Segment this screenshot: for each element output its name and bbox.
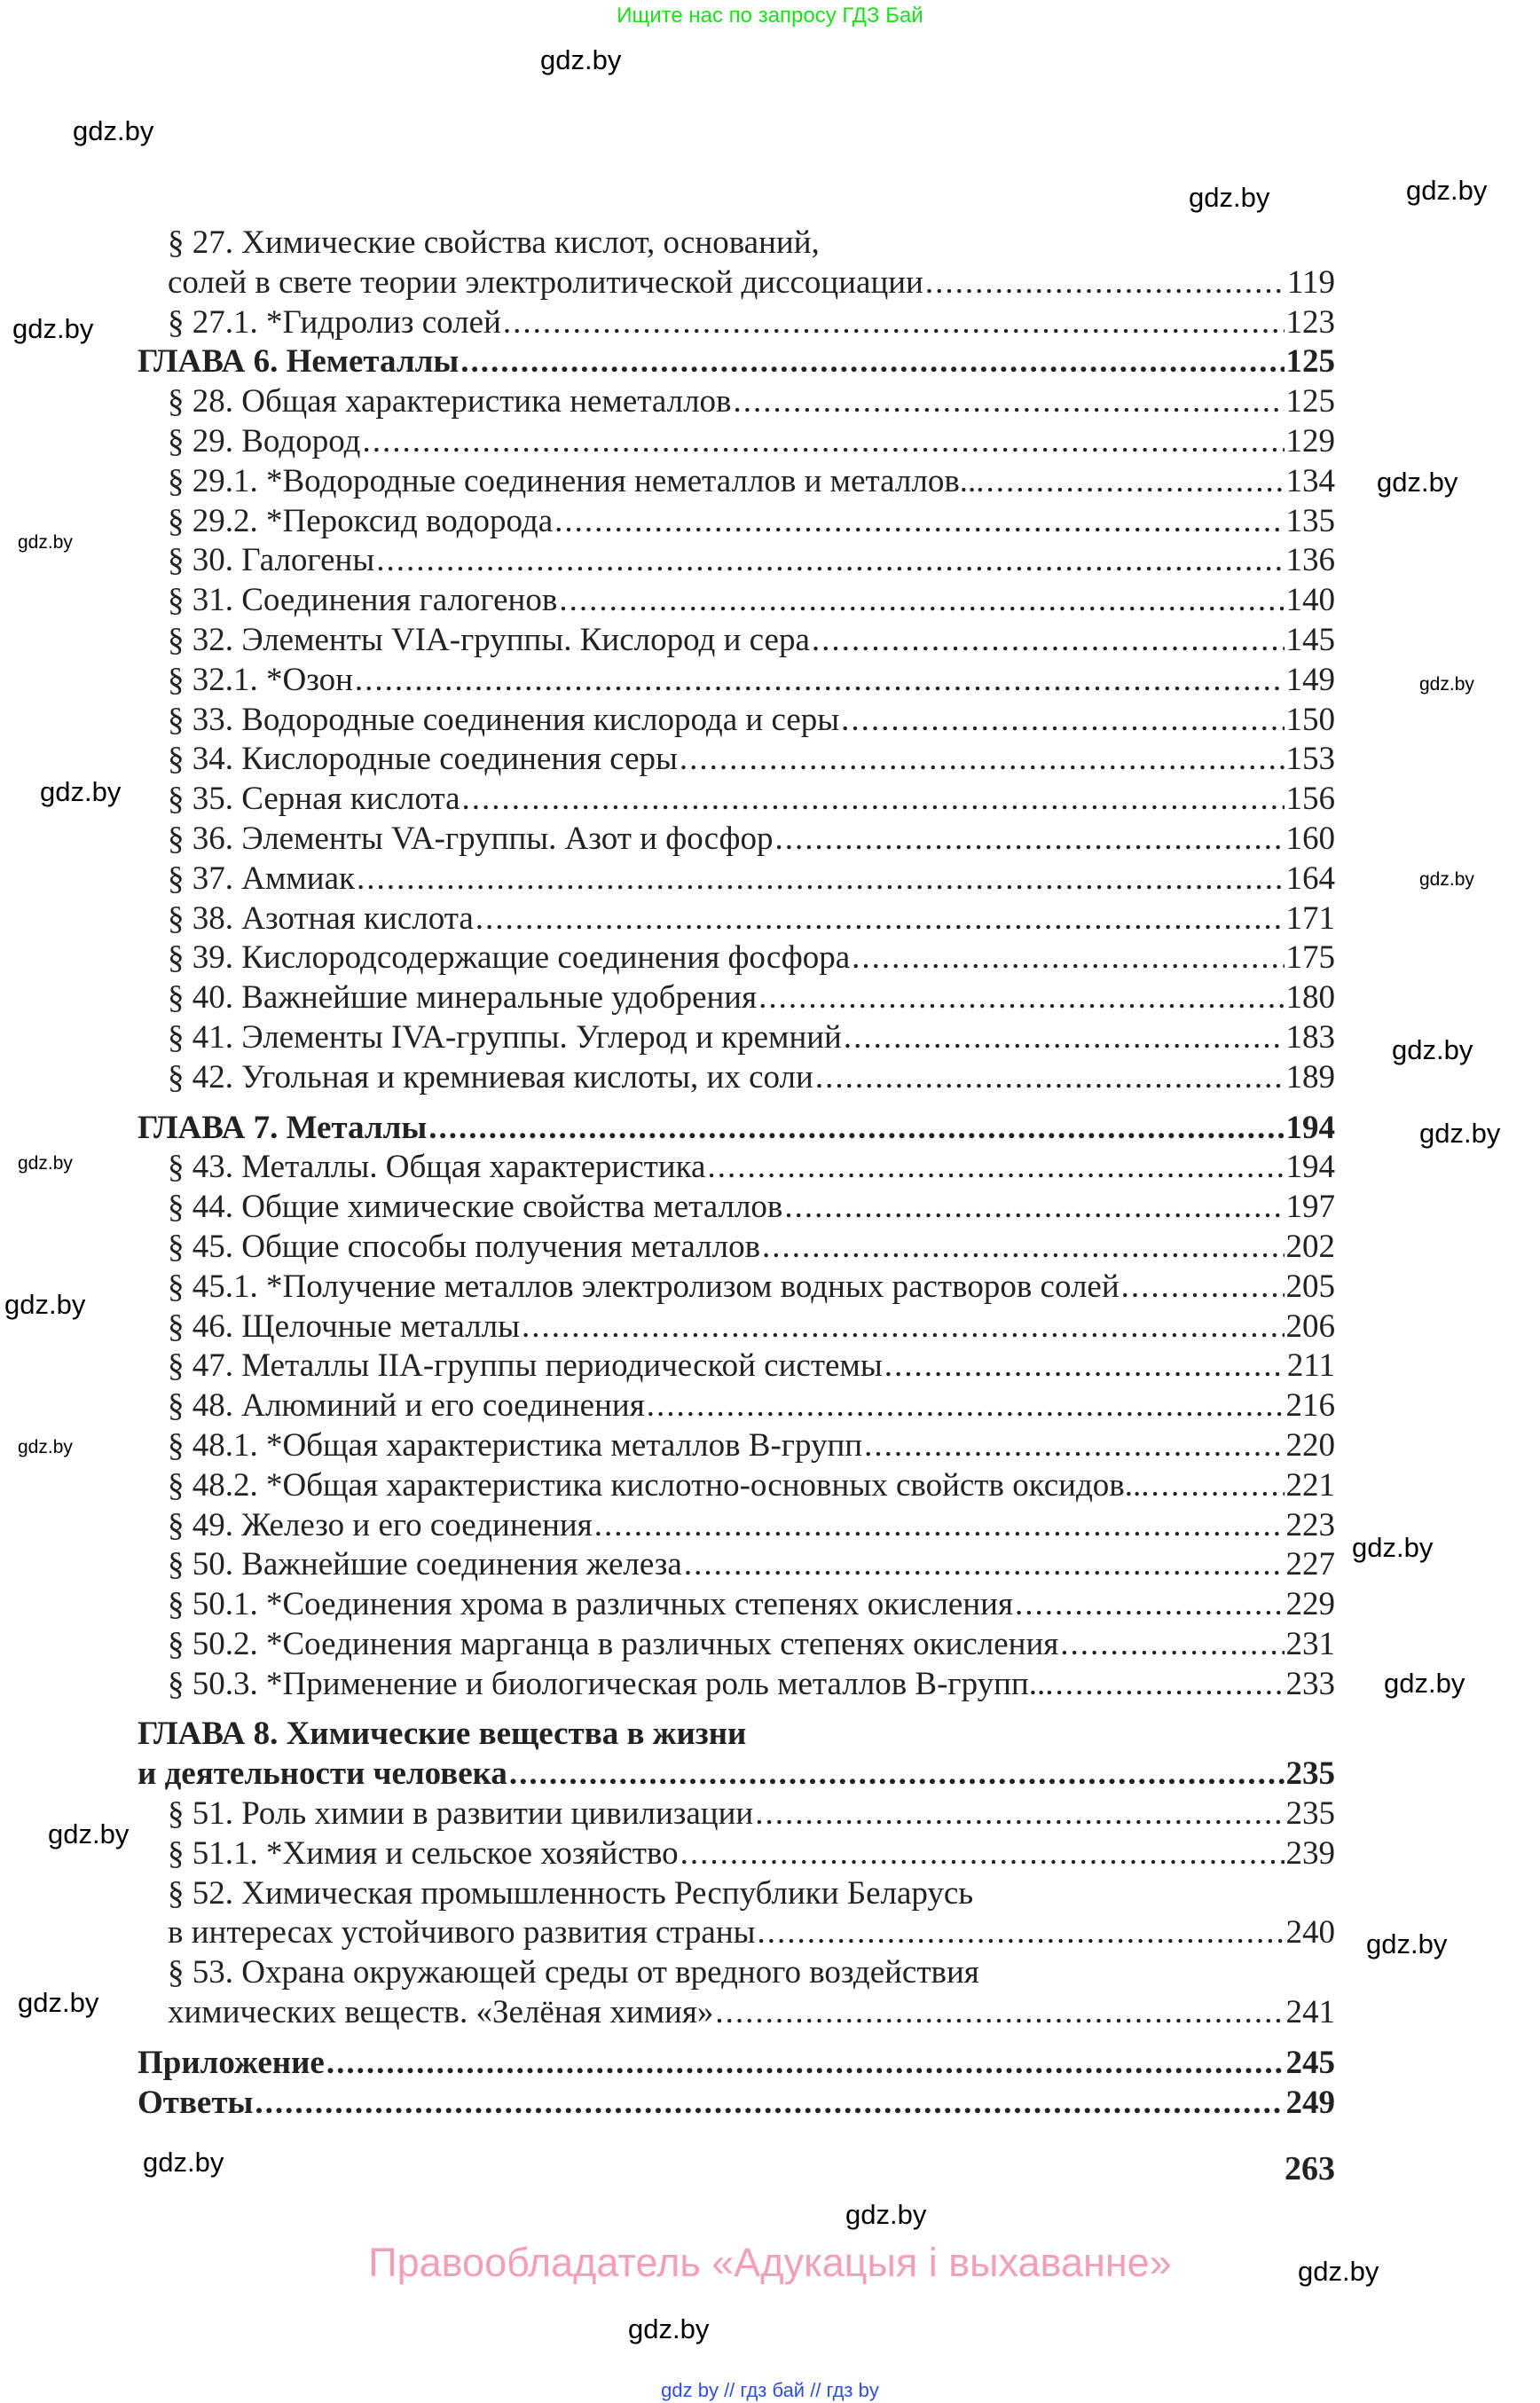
toc-entry-title: § 50.3. *Применение и биологическая роль металлов B-групп... — [168, 1665, 1054, 1702]
dot-leader — [755, 1794, 1284, 1834]
toc-entry-page: 136 — [1285, 542, 1335, 579]
toc-entry-title: § 39. Кислородсодержащие соединения фосфора — [168, 939, 851, 977]
toc-entry — [0, 422, 1335, 462]
toc-entry-page: 150 — [1285, 701, 1335, 738]
toc-entry-page: 241 — [1285, 1994, 1335, 2031]
toc-entry-page: 197 — [1285, 1189, 1335, 1226]
toc-entry-title: § 49. Железо и его соединения — [168, 1506, 593, 1543]
toc-entry-title: § 41. Элементы IVA-группы. Углерод и кремний — [168, 1018, 842, 1056]
toc-entry-title: § 47. Металлы IIA-группы периодической системы — [168, 1347, 883, 1385]
toc-entry — [0, 621, 1335, 661]
toc-entry-title: § 42. Угольная и кремниевая кислоты, их соли — [168, 1058, 813, 1095]
dot-leader — [522, 1308, 1285, 1347]
toc-entry-page: 156 — [1285, 781, 1335, 818]
toc-entry — [0, 740, 1335, 780]
toc-entry-page: 194 — [1285, 1109, 1335, 1146]
page-number: 263 — [1285, 2150, 1335, 2187]
toc-entry-page: 229 — [1285, 1586, 1335, 1623]
toc-entry-title: § 34. Кислородные соединения серы — [168, 741, 678, 778]
toc-entry — [0, 1426, 1335, 1466]
toc-entry — [0, 978, 1335, 1018]
toc-entry — [0, 1665, 1335, 1705]
toc-entry-page: 235 — [1285, 1755, 1335, 1793]
toc-entry-page: 245 — [1285, 2044, 1335, 2081]
toc-entry-page: 145 — [1285, 621, 1335, 658]
dot-leader — [462, 780, 1285, 820]
watermark-text: gdz.by — [4, 1289, 86, 1320]
toc-entry-title: § 32.1. *Озон — [168, 661, 353, 698]
dot-leader — [255, 2084, 1284, 2124]
toc-entry-page: 171 — [1285, 899, 1335, 937]
watermark-text: gdz.by — [1392, 1034, 1473, 1065]
table-of-contents — [0, 224, 1540, 2123]
toc-entry — [0, 938, 1335, 978]
toc-entry-page: 216 — [1285, 1387, 1335, 1425]
toc-entry — [0, 1228, 1335, 1268]
dot-leader — [758, 1913, 1285, 1953]
toc-entry-page: 140 — [1285, 582, 1335, 619]
dot-leader — [1060, 1625, 1284, 1665]
toc-entry-title: § 29.2. *Пероксид водорода — [168, 502, 554, 539]
dot-leader — [357, 860, 1285, 899]
watermark-text: gdz.by — [73, 115, 154, 146]
toc-entry-page: 180 — [1285, 979, 1335, 1017]
toc-entry-title: ГЛАВА 7. Металлы — [138, 1109, 428, 1146]
toc-entry-title: § 51.1. *Химия и сельское хозяйство — [168, 1834, 679, 1872]
toc-entry — [0, 1308, 1335, 1347]
dot-leader — [680, 740, 1285, 780]
toc-entry — [0, 462, 1335, 502]
toc-entry-page: 235 — [1285, 1795, 1335, 1833]
dot-leader — [1055, 1665, 1284, 1705]
toc-entry-page: 183 — [1285, 1018, 1335, 1056]
toc-entry — [0, 1874, 1335, 1914]
dot-leader — [815, 1058, 1285, 1098]
toc-entry-title: § 27. Химические свойства кислот, оснований, — [168, 224, 820, 261]
dot-leader — [680, 1834, 1285, 1874]
toc-entry-title: § 46. Щелочные металлы — [168, 1308, 520, 1345]
dot-leader — [559, 581, 1284, 621]
watermark-text: gdz.by — [628, 2313, 710, 2344]
toc-entry — [0, 581, 1335, 621]
toc-entry — [0, 701, 1335, 741]
toc-entry-title: § 53. Охрана окружающей среды от вредного воздействия — [168, 1954, 979, 1991]
toc-entry-page: 194 — [1285, 1149, 1335, 1186]
toc-entry — [0, 1018, 1335, 1058]
toc-entry-title: § 50. Важнейшие соединения железа — [168, 1546, 682, 1583]
dot-leader — [1121, 1268, 1285, 1308]
toc-entry-title: § 50.2. *Соединения марганца в различных степенях окисления — [168, 1625, 1059, 1662]
dot-leader — [509, 1755, 1285, 1794]
toc-entry-title: § 29. Водород — [168, 422, 361, 459]
dot-leader — [841, 701, 1284, 741]
dot-leader — [1151, 1466, 1285, 1506]
toc-entry-page: 223 — [1285, 1506, 1335, 1543]
toc-entry — [0, 303, 1335, 343]
toc-entry-title: § 44. Общие химические свойства металлов — [168, 1189, 783, 1226]
toc-entry-title: § 28. Общая характеристика неметаллов — [168, 383, 732, 420]
watermark-text: gdz.by — [1377, 467, 1458, 498]
toc-entry-title: солей в свете теории электролитической диссоциации — [168, 263, 923, 301]
toc-chapter — [0, 1109, 1335, 1149]
watermark-text: gdz.by — [845, 2199, 927, 2230]
toc-entry — [0, 1794, 1335, 1834]
toc-entry-page: 202 — [1285, 1228, 1335, 1265]
toc-entry — [0, 1545, 1335, 1585]
toc-entry — [0, 860, 1335, 899]
toc-entry-page: 129 — [1285, 422, 1335, 459]
toc-entry-page: 134 — [1285, 462, 1335, 499]
toc-chapter — [0, 1755, 1335, 1794]
toc-chapter — [0, 1715, 1335, 1755]
watermark-text: gdz.by — [40, 776, 122, 807]
dot-leader — [864, 1426, 1284, 1466]
toc-entry-title: § 50.1. *Соединения хрома в различных степенях окисления — [168, 1586, 1013, 1623]
toc-entry-title: в интересах устойчивого развития страны — [168, 1914, 756, 1951]
toc-chapter — [0, 2044, 1335, 2084]
toc-entry — [0, 1625, 1335, 1665]
dot-leader — [844, 1018, 1285, 1058]
toc-entry-title: и деятельности человека — [138, 1755, 507, 1793]
toc-entry-page: 233 — [1285, 1665, 1335, 1702]
toc-entry — [0, 1834, 1335, 1874]
toc-entry — [0, 1913, 1335, 1953]
toc-entry-title: § 52. Химическая промышленность Республики Беларусь — [168, 1874, 974, 1912]
toc-entry-title: § 45. Общие способы получения металлов — [168, 1228, 761, 1265]
dot-leader — [684, 1545, 1285, 1585]
dot-leader — [554, 502, 1284, 542]
toc-entry-page: 227 — [1285, 1546, 1335, 1583]
dot-leader — [475, 899, 1285, 939]
toc-entry-title: § 31. Соединения галогенов — [168, 582, 558, 619]
watermark-text: gdz.by — [1189, 182, 1270, 213]
watermark-text: gdz.by — [1366, 1928, 1448, 1959]
dot-leader — [812, 621, 1285, 661]
toc-entry-page: 221 — [1285, 1466, 1335, 1504]
toc-entry — [0, 899, 1335, 939]
watermark-text: gdz.by — [1384, 1668, 1465, 1699]
toc-entry-page: 149 — [1285, 661, 1335, 698]
toc-chapter — [0, 342, 1335, 382]
toc-entry-title: § 30. Галогены — [168, 542, 375, 579]
toc-entry — [0, 1268, 1335, 1308]
toc-entry-title: § 27.1. *Гидролиз солей — [168, 303, 501, 341]
dot-leader — [707, 1148, 1284, 1188]
toc-entry-title: § 43. Металлы. Общая характеристика — [168, 1149, 706, 1186]
toc-entry-page: 135 — [1285, 502, 1335, 539]
watermark-text: gdz.by — [1419, 1118, 1501, 1149]
dot-leader — [774, 820, 1284, 860]
dot-leader — [762, 1228, 1284, 1268]
toc-chapter — [0, 2084, 1335, 2124]
toc-entry-title: § 33. Водородные соединения кислорода и серы — [168, 701, 840, 738]
watermark-text: gdz.by — [143, 2147, 224, 2178]
toc-entry-page: 160 — [1285, 820, 1335, 857]
toc-entry — [0, 780, 1335, 820]
toc-entry — [0, 1993, 1335, 2033]
toc-entry-title: Приложение — [138, 2044, 325, 2081]
toc-entry-title: химических веществ. «Зелёная химия» — [168, 1994, 714, 2031]
dot-leader — [428, 1109, 1284, 1149]
toc-entry-page: 123 — [1285, 303, 1335, 341]
toc-entry — [0, 661, 1335, 701]
toc-entry-title: § 40. Важнейшие минеральные удобрения — [168, 979, 758, 1017]
toc-entry — [0, 1347, 1335, 1386]
toc-entry-page: 239 — [1285, 1834, 1335, 1872]
search-banner: Ищите нас по запросу ГДЗ Бай — [617, 4, 923, 27]
toc-entry-page: 119 — [1286, 263, 1335, 301]
toc-entry — [0, 541, 1335, 581]
toc-entry-title: § 37. Аммиак — [168, 860, 355, 897]
dot-leader — [1015, 1585, 1285, 1625]
toc-entry-title: § 48. Алюминий и его соединения — [168, 1387, 645, 1425]
toc-entry — [0, 1953, 1335, 1993]
watermark-text: gdz.by — [18, 1153, 73, 1174]
toc-entry-page: 175 — [1285, 939, 1335, 977]
toc-entry-title: ГЛАВА 6. Неметаллы — [138, 343, 460, 381]
watermark-text: gdz.by — [1406, 175, 1488, 206]
toc-entry — [0, 1506, 1335, 1546]
toc-entry — [0, 1386, 1335, 1426]
toc-entry — [0, 1188, 1335, 1228]
toc-entry-title: § 38. Азотная кислота — [168, 899, 474, 937]
toc-entry-page: 125 — [1285, 383, 1335, 420]
toc-entry — [0, 1148, 1335, 1188]
toc-entry-title: § 32. Элементы VIA-группы. Кислород и сера — [168, 621, 810, 658]
copyright-notice: Правообладатель «Адукацыя і выхаванне» — [368, 2240, 1172, 2285]
toc-entry — [0, 1585, 1335, 1625]
toc-entry-title: § 45.1. *Получение металлов электролизом водных растворов солей — [168, 1268, 1120, 1305]
watermark-text: gdz.by — [540, 44, 622, 75]
dot-leader — [852, 938, 1284, 978]
toc-entry-page: 231 — [1285, 1625, 1335, 1662]
dot-leader — [362, 422, 1284, 462]
toc-entry-title: § 35. Серная кислота — [168, 781, 460, 818]
dot-leader — [376, 541, 1284, 581]
toc-entry-title: § 48.1. *Общая характеристика металлов B-групп — [168, 1426, 863, 1464]
toc-entry-page: 164 — [1285, 860, 1335, 897]
toc-entry-page: 211 — [1286, 1347, 1335, 1385]
dot-leader — [647, 1386, 1285, 1426]
toc-entry-page: 206 — [1285, 1308, 1335, 1345]
watermark-text: gdz.by — [12, 313, 94, 344]
toc-entry-page: 240 — [1285, 1914, 1335, 1951]
toc-entry — [0, 263, 1335, 303]
toc-entry-page: 205 — [1285, 1268, 1335, 1305]
toc-entry-title: ГЛАВА 8. Химические вещества в жизни — [138, 1716, 747, 1753]
watermark-text: gdz.by — [18, 1987, 99, 2018]
toc-entry-page: 249 — [1285, 2084, 1335, 2121]
dot-leader — [355, 661, 1285, 701]
watermark-text: gdz.by — [18, 1437, 73, 1457]
dot-leader — [715, 1993, 1284, 2033]
watermark-text: gdz.by — [1352, 1532, 1434, 1563]
watermark-text: gdz.by — [18, 532, 73, 553]
watermark-text: gdz.by — [48, 1818, 130, 1849]
dot-leader — [734, 382, 1285, 422]
toc-entry-page: 189 — [1285, 1058, 1335, 1095]
toc-entry-title: § 48.2. *Общая характеристика кислотно-основных свойств оксидов... — [168, 1466, 1150, 1504]
dot-leader — [884, 1347, 1285, 1386]
dot-leader — [460, 342, 1284, 382]
toc-entry — [0, 382, 1335, 422]
toc-entry — [0, 1466, 1335, 1506]
toc-entry-title: § 29.1. *Водородные соединения неметаллов и металлов... — [168, 462, 985, 499]
dot-leader — [594, 1506, 1285, 1546]
footer-links[interactable]: gdz by // гдз бай // гдз by — [661, 2379, 879, 2401]
dot-leader — [925, 263, 1285, 303]
toc-entry — [0, 820, 1335, 860]
dot-leader — [784, 1188, 1284, 1228]
toc-entry-page: 125 — [1285, 343, 1335, 381]
toc-entry — [0, 502, 1335, 542]
watermark-text: gdz.by — [1298, 2256, 1379, 2287]
toc-entry — [0, 224, 1335, 263]
toc-entry-page: 220 — [1285, 1426, 1335, 1464]
dot-leader — [986, 462, 1285, 502]
toc-entry — [0, 1058, 1335, 1098]
watermark-text: gdz.by — [1419, 674, 1474, 695]
toc-entry-title: § 36. Элементы VA-группы. Азот и фосфор — [168, 820, 774, 857]
toc-entry-page: 153 — [1285, 741, 1335, 778]
watermark-text: gdz.by — [1419, 869, 1474, 890]
toc-entry-title: Ответы — [138, 2084, 254, 2121]
toc-entry-title: § 51. Роль химии в развитии цивилизации — [168, 1795, 754, 1833]
dot-leader — [503, 303, 1285, 343]
dot-leader — [758, 978, 1284, 1018]
dot-leader — [326, 2044, 1285, 2084]
